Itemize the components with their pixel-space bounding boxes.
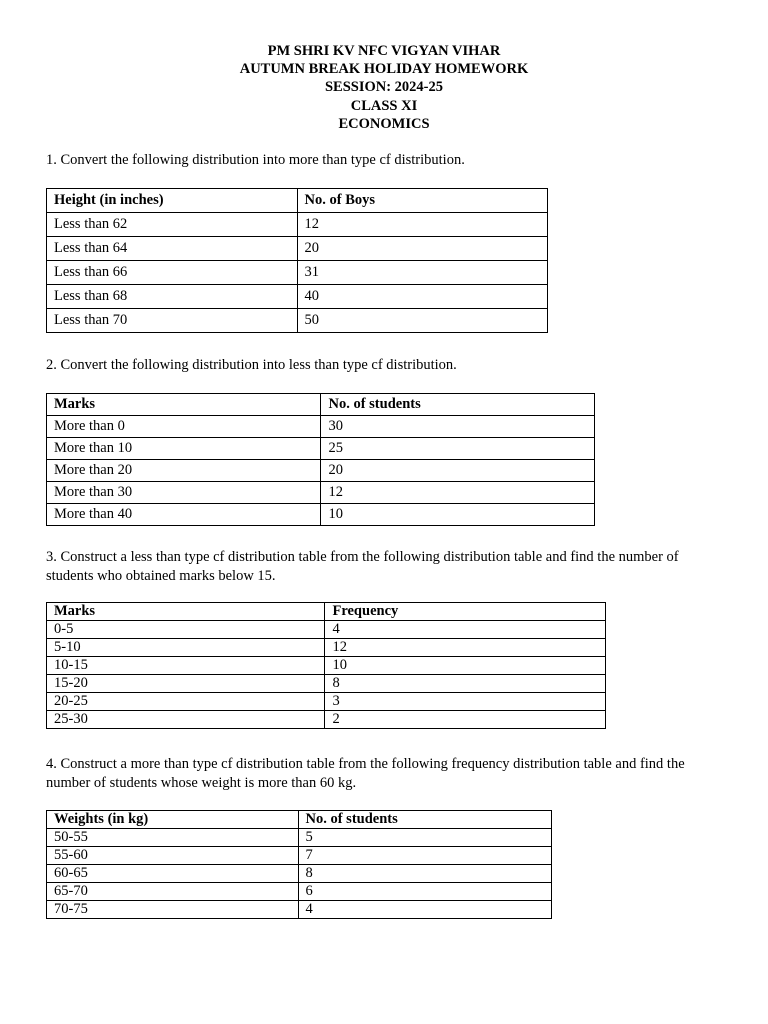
- table-row: [47, 285, 548, 309]
- table-cell: 20: [297, 237, 547, 261]
- table-cell: 31: [297, 261, 547, 285]
- table-header-row: [47, 811, 552, 829]
- table-cell: 4: [298, 901, 552, 919]
- table-row: [47, 675, 606, 693]
- column-header: No. of students: [321, 394, 595, 416]
- table-cell: 60-65: [47, 865, 299, 883]
- table-cell: 20: [321, 460, 595, 482]
- table-row: [47, 482, 595, 504]
- table-row: [47, 621, 606, 639]
- table-row: [47, 309, 548, 333]
- table-row: [47, 901, 552, 919]
- question-4-table: [46, 810, 552, 919]
- table-header-row: [47, 603, 606, 621]
- table-cell: 40: [297, 285, 547, 309]
- column-header: Marks: [47, 394, 321, 416]
- table-cell: 6: [298, 883, 552, 901]
- table-header-row: [47, 394, 595, 416]
- homework-title: AUTUMN BREAK HOLIDAY HOMEWORK: [239, 61, 529, 78]
- table-cell: More than 30: [47, 482, 321, 504]
- table-row: [47, 657, 606, 675]
- table-cell: 30: [321, 416, 595, 438]
- column-header: No. of Boys: [297, 189, 547, 213]
- table-cell: 4: [325, 621, 606, 639]
- table-row: [47, 639, 606, 657]
- table-row: [47, 416, 595, 438]
- table-row: [47, 261, 548, 285]
- table-row: [47, 213, 548, 237]
- table-cell: 65-70: [47, 883, 299, 901]
- table-cell: 8: [298, 865, 552, 883]
- table-cell: 2: [325, 711, 606, 729]
- table-cell: More than 0: [47, 416, 321, 438]
- column-header: Weights (in kg): [47, 811, 299, 829]
- table-cell: 50-55: [47, 829, 299, 847]
- table-cell: 10-15: [47, 657, 325, 675]
- column-header: No. of students: [298, 811, 552, 829]
- table-row: [47, 847, 552, 865]
- table-cell: More than 10: [47, 438, 321, 460]
- table-cell: 50: [297, 309, 547, 333]
- table-cell: 15-20: [47, 675, 325, 693]
- table-cell: Less than 66: [47, 261, 298, 285]
- school-name: PM SHRI KV NFC VIGYAN VIHAR: [267, 43, 501, 59]
- table-cell: 5-10: [47, 639, 325, 657]
- table-cell: 10: [325, 657, 606, 675]
- table-cell: Less than 64: [47, 237, 298, 261]
- table-cell: Less than 70: [47, 309, 298, 333]
- column-header: Marks: [47, 603, 325, 621]
- question-1-table: [46, 188, 548, 333]
- table-cell: 7: [298, 847, 552, 865]
- table-row: [47, 829, 552, 847]
- question-2-text: 2. Convert the following distribution into less than type cf distribution.: [46, 357, 457, 373]
- table-row: [47, 711, 606, 729]
- table-cell: 5: [298, 829, 552, 847]
- table-cell: 25-30: [47, 711, 325, 729]
- table-row: [47, 438, 595, 460]
- table-row: [47, 865, 552, 883]
- table-cell: 0-5: [47, 621, 325, 639]
- question-4-text: 4. Construct a more than type cf distribution table from the following frequency distribution table and find the number of students whose weight is more than 60 kg.: [46, 756, 685, 791]
- document-header: [0, 42, 768, 133]
- table-cell: 8: [325, 675, 606, 693]
- table-cell: 10: [321, 504, 595, 526]
- table-row: [47, 693, 606, 711]
- question-3-table: [46, 602, 606, 729]
- table-cell: Less than 62: [47, 213, 298, 237]
- table-cell: 12: [325, 639, 606, 657]
- column-header: Frequency: [325, 603, 606, 621]
- table-cell: More than 20: [47, 460, 321, 482]
- table-cell: 3: [325, 693, 606, 711]
- table-cell: 12: [297, 213, 547, 237]
- table-cell: Less than 68: [47, 285, 298, 309]
- question-1-text: 1. Convert the following distribution into more than type cf distribution.: [46, 152, 465, 168]
- table-cell: 12: [321, 482, 595, 504]
- table-row: [47, 460, 595, 482]
- table-row: [47, 883, 552, 901]
- table-row: [47, 504, 595, 526]
- question-2-table: [46, 393, 595, 526]
- table-row: [47, 237, 548, 261]
- table-cell: 20-25: [47, 693, 325, 711]
- table-cell: 25: [321, 438, 595, 460]
- table-cell: More than 40: [47, 504, 321, 526]
- session: SESSION: 2024-25: [324, 79, 444, 96]
- table-cell: 55-60: [47, 847, 299, 865]
- question-3-text: 3. Construct a less than type cf distribution table from the following distribution table and find the number of students who obtained marks below 15.: [46, 549, 679, 584]
- subject: ECONOMICS: [338, 115, 430, 132]
- table-cell: 70-75: [47, 901, 299, 919]
- class-name: CLASS XI: [350, 97, 418, 114]
- table-header-row: [47, 189, 548, 213]
- column-header: Height (in inches): [47, 189, 298, 213]
